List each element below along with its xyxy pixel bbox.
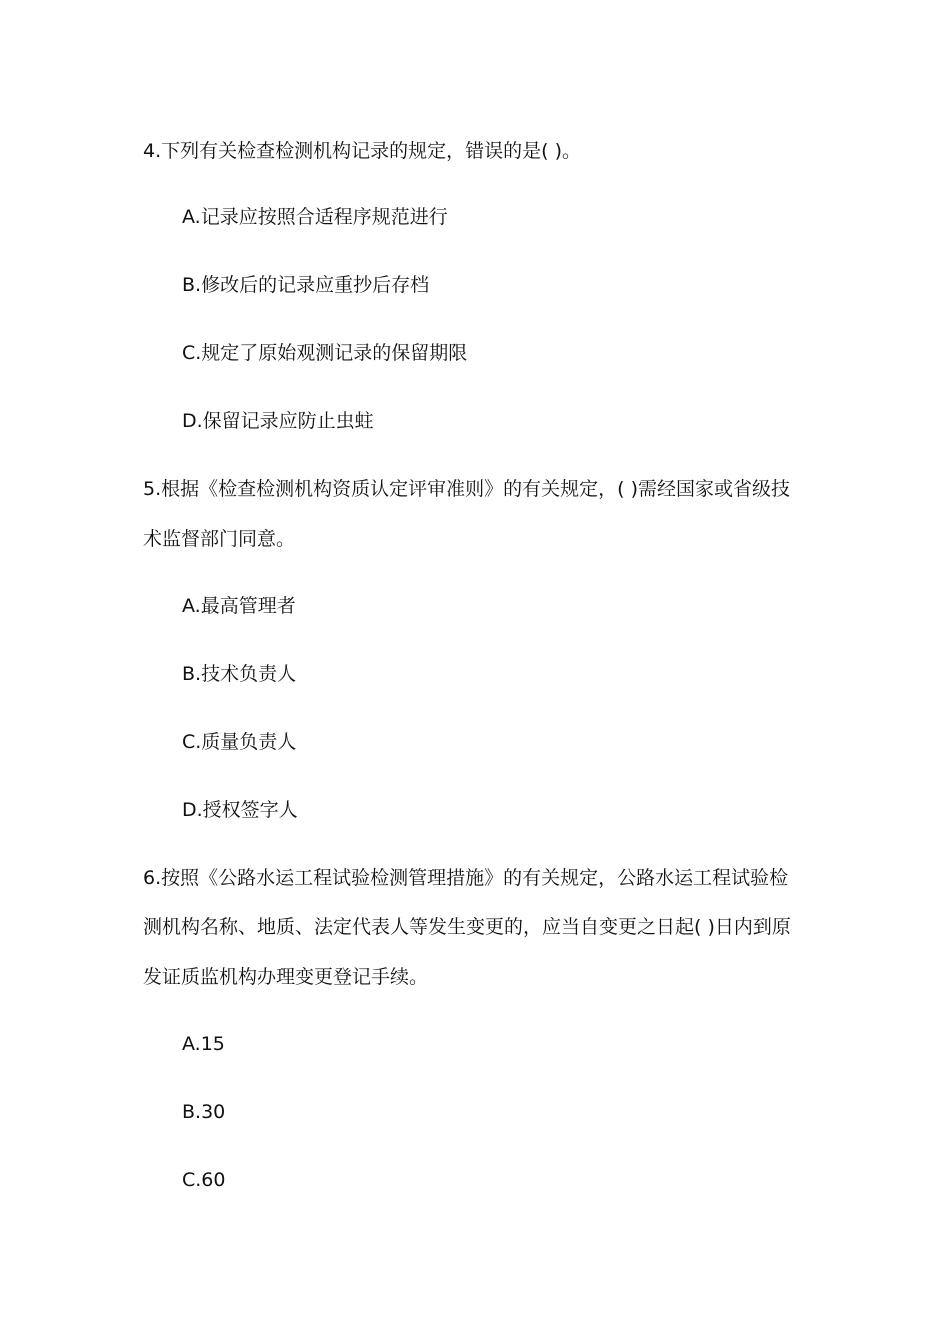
question-6-text-line-3: 发证质监机构办理变更登记手续。 (143, 966, 429, 988)
question-5-option-b: B.技术负责人 (182, 663, 297, 685)
question-6-option-a: A.15 (182, 1033, 225, 1055)
question-5-option-d: D.授权签字人 (182, 799, 298, 821)
question-4-option-b: B.修改后的记录应重抄后存档 (182, 274, 430, 296)
question-6-text-line-2: 测机构名称、地质、法定代表人等发生变更的，应当自变更之日起( )日内到原 (143, 916, 791, 938)
question-6-option-b: B.30 (182, 1101, 226, 1123)
question-4-option-c: C.规定了原始观测记录的保留期限 (182, 342, 468, 364)
question-5-option-a: A.最高管理者 (182, 595, 296, 617)
question-5-text-line-1: 5.根据《检查检测机构资质认定评审准则》的有关规定，( )需经国家或省级技 (143, 478, 790, 500)
question-4-option-a: A.记录应按照合适程序规范进行 (182, 206, 448, 228)
question-5-text-line-2: 术监督部门同意。 (143, 528, 296, 550)
question-6-text-line-1: 6.按照《公路水运工程试验检测管理措施》的有关规定，公路水运工程试验检 (143, 867, 789, 889)
question-4-text: 4.下列有关检查检测机构记录的规定，错误的是( )。 (143, 140, 581, 162)
question-4-option-d: D.保留记录应防止虫蛀 (182, 410, 374, 432)
question-5-option-c: C.质量负责人 (182, 731, 297, 753)
question-6-option-c: C.60 (182, 1169, 226, 1191)
